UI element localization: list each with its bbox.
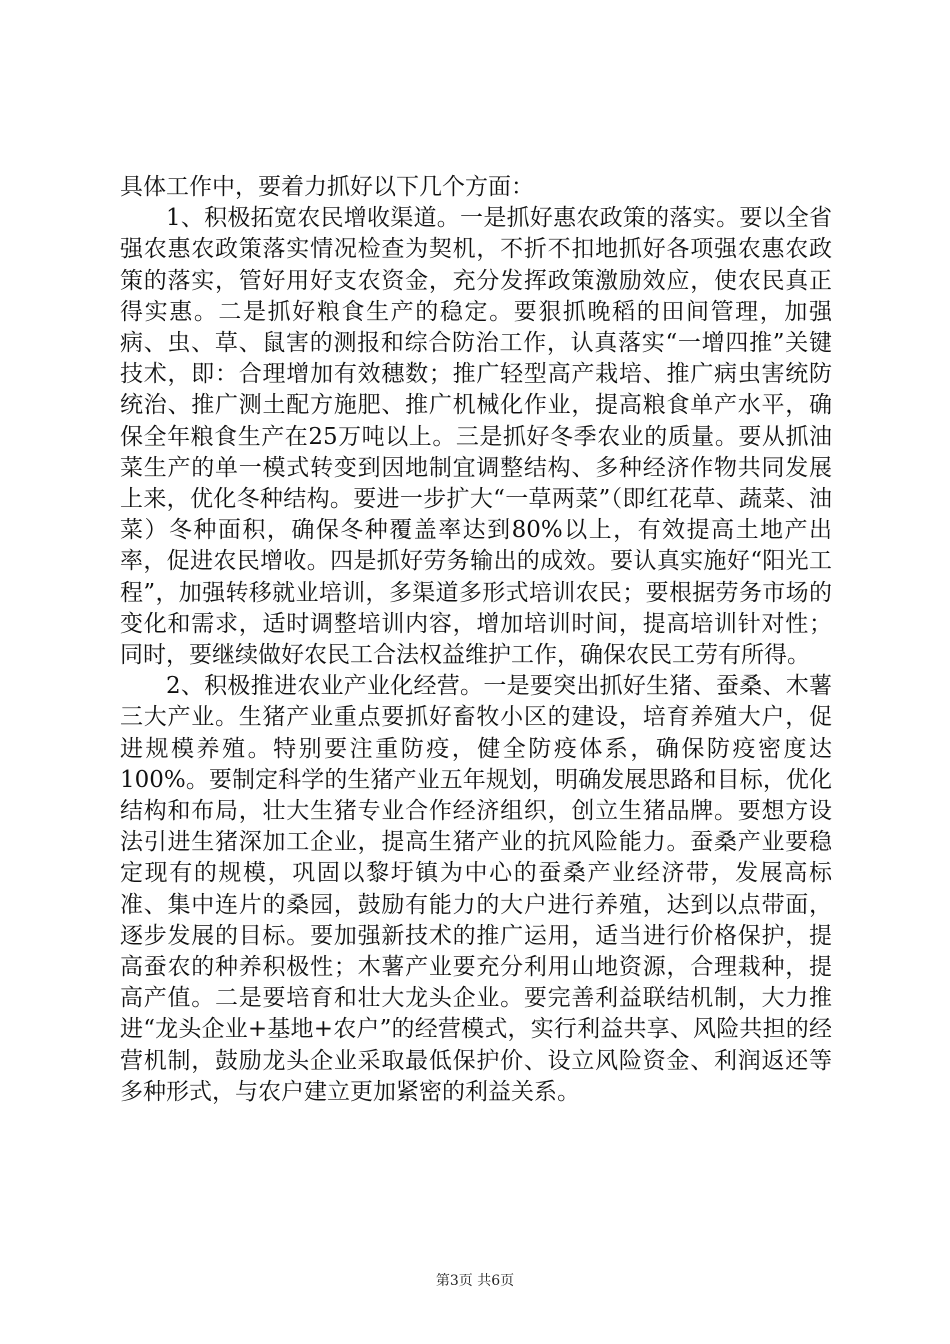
section-1-paragraph: 1、积极拓宽农民增收渠道。一是抓好惠农政策的落实。要以全省强农惠农政策落实情况检查为契机，不折不扣地抓好各项强农惠农政策的落实，管好用好支农资金，充分发挥政策激励效应，使农民真正得实惠。二是抓好粮食生产的稳定。要狠抓晚稻的田间管理，加强病、虫、草、鼠害的测报和综合防治工作，认真落实“一增四推”关键技术，即：合理增加有效穗数；推广轻型高产栽培、推广病虫害统防统治、推广测土配方施肥、推广机械化作业，提高粮食单产水平，确保全年粮食生产在25万吨以上。三是抓好冬季农业的质量。要从抓油菜生产的单一模式转变到因地制宜调整结构、多种经济作物共同发展上来，优化冬种结构。要进一步扩大“一草两菜”（即红花草、蔬菜、油菜）冬种面积，确保冬种覆盖率达到80%以上，有效提高土地产出率，促进农民增收。四是抓好劳务输出的成效。要认真实施好“阳光工程”，加强转移就业培训，多渠道多形式培训农民；要根据劳务市场的变化和需求，适时调整培训内容，增加培训时间，提高培训针对性；同时，要继续做好农民工合法权益维护工作，确保农民工劳有所得。: [120, 205, 832, 669]
document-body: [120, 172, 832, 1108]
section-2-paragraph: 2、积极推进农业产业化经营。一是要突出抓好生猪、蚕桑、木薯三大产业。生猪产业重点要抓好畜牧小区的建设，培育养殖大户，促进规模养殖。特别要注重防疫，健全防疫体系，确保防疫密度达100%。要制定科学的生猪产业五年规划，明确发展思路和目标，优化结构和布局，壮大生猪专业合作经济组织，创立生猪品牌。要想方设法引进生猪深加工企业，提高生猪产业的抗风险能力。蚕桑产业要稳定现有的规模，巩固以黎圩镇为中心的蚕桑产业经济带，发展高标准、集中连片的桑园，鼓励有能力的大户进行养殖，达到以点带面，逐步发展的目标。要加强新技术的推广运用，适当进行价格保护，提高蚕农的种养积极性；木薯产业要充分利用山地资源，合理栽种，提高产值。二是要培育和壮大龙头企业。要完善利益联结机制，大力推进“龙头企业+基地+农户”的经营模式，实行利益共享、风险共担的经营机制，鼓励龙头企业采取最低保护价、设立风险资金、利润返还等多种形式，与农户建立更加紧密的利益关系。: [120, 673, 832, 1105]
page-number-footer: 第3页 共6页: [435, 1273, 515, 1289]
intro-paragraph: 具体工作中，要着力抓好以下几个方面：: [120, 174, 534, 200]
